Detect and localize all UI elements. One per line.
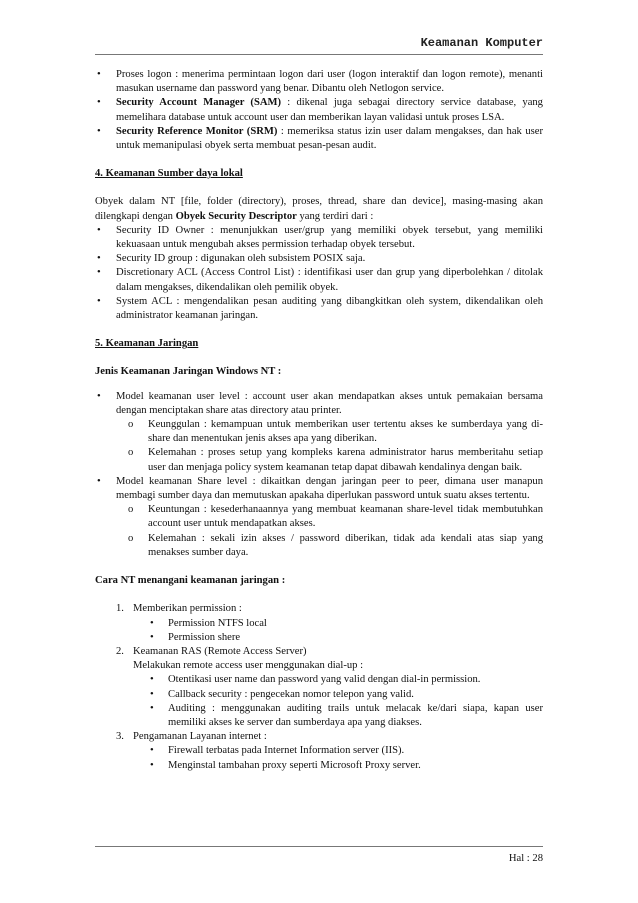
list-item: • Security Reference Monitor (SRM) : memeriksa status izin user dalam mengakses, dan hak user untuk memanipulasi obyek serta membuat pesan-pesan audit. <box>97 125 543 152</box>
page-content <box>95 68 543 773</box>
bullet-icon: • <box>97 125 101 137</box>
bullet-icon: • <box>97 295 101 307</box>
intro-bullet-list <box>95 68 543 153</box>
bullet-icon: • <box>150 631 154 643</box>
list-item: • Menginstal tambahan proxy seperti Microsoft Proxy server. <box>95 759 543 773</box>
bullet-icon: • <box>150 759 154 771</box>
page-number: Hal : 28 <box>508 853 543 864</box>
descriptor-bullet-list <box>95 224 543 323</box>
list-item: • Auditing : menggunakan auditing trails untuk melacak ke/dari siapa, kapan user memiliki akses ke server dan sumberdaya apa yang diakses. <box>150 702 543 728</box>
list-item: • Model keamanan user level : account user akan mendapatkan akses untuk pemakaian bersama dengan menciptakan share atas directory atau printer. <box>97 390 543 416</box>
sub-list-item: o Kelemahan : sekali izin akses / password diberikan, tidak ada kendali atas siap yang menakses sumber daya. <box>128 532 543 558</box>
list-item: • Permission NTFS local <box>95 617 543 631</box>
section-5-heading: 5. Keamanan Jaringan <box>95 338 199 350</box>
list-item: • Proses logon : menerima permintaan logon dari user (logon interaktif dan logon remote), menanti masukan username dan password yang benar. Dibantu oleh Netlogon service. <box>97 69 543 95</box>
bullet-icon: • <box>97 69 101 80</box>
list-item: • System ACL : mengendalikan pesan auditing yang dibangkitkan oleh system, dikendalikan oleh administrator keamanan jaringan. <box>97 295 543 322</box>
numbered-item: 2. Keamanan RAS (Remote Access Server) <box>116 645 307 657</box>
list-item: • Firewall terbatas pada Internet Information server (IIS). <box>95 744 543 758</box>
list-item: • Security ID group : digunakan oleh subsistem POSIX saja. <box>95 252 543 266</box>
bullet-icon: • <box>97 224 101 236</box>
list-item: • Security ID Owner : menunjukkan user/grup yang memiliki obyek tersebut, yang memiliki kekuasaan untuk mengubah akses permission terhadap obyek tersebut. <box>97 224 543 251</box>
bullet-icon: • <box>150 745 154 757</box>
list-item: • Discretionary ACL (Access Control List) : identifikasi user dan grup yang diperbolehkan / ditolak dalam mengakses, dikendalikan oleh pemilik obyek. <box>97 267 543 293</box>
bullet-icon: • <box>150 688 154 700</box>
circle-bullet-icon: o <box>128 532 134 544</box>
bullet-icon: • <box>97 253 101 265</box>
footer-rule <box>95 846 543 847</box>
bullet-icon: • <box>97 97 101 109</box>
cara-heading: Cara NT menangani keamanan jaringan : <box>95 575 286 587</box>
sub-list-item: o Keunggulan : kemampuan untuk memberikan user tertentu akses ke sumberdaya yang di-share dan menentukan jenis akses apa yang diberikan. <box>128 419 543 445</box>
list-item: • Callback security : pengecekan nomor telepon yang valid. <box>95 688 543 702</box>
list-item: • Security Account Manager (SAM) : dikenal juga sebagai directory service database, yang memelihara database untuk account user dan memberikan layan validasi untuk proses LSA. <box>97 97 543 123</box>
circle-bullet-icon: o <box>128 447 134 459</box>
bullet-icon: • <box>97 390 101 402</box>
numbered-item: 3. Pengamanan Layanan internet : <box>116 731 267 743</box>
numbered-item-note: Melakukan remote access user menggunakan dial-up : <box>133 660 364 672</box>
cara-numbered-list <box>95 602 543 772</box>
circle-bullet-icon: o <box>128 504 134 516</box>
list-item: • Model keamanan Share level : dikaitkan dengan jaringan peer to peer, dimana user manapun membagi sumber daya dan memutuskan apakaha diperlukan password untuk suatu akses tertentu. <box>97 475 543 502</box>
sub-list-item: o Kelemahan : proses setup yang kompleks karena administrator harus memberitahu setiap user dan menjaga policy system keamanan tetap dapat dibawah kendalinya dengan baik. <box>128 447 543 473</box>
bullet-icon: • <box>150 617 154 629</box>
bullet-icon: • <box>150 702 154 714</box>
section-5-subheading: Jenis Keamanan Jaringan Windows NT : <box>95 366 282 378</box>
list-item: • Permission shere <box>95 631 543 645</box>
sub-list-item: o Keuntungan : kesederhanaannya yang membuat keamanan share-level tidak membutuhkan account user untuk mendapatkan akses. <box>128 504 543 530</box>
bullet-icon: • <box>97 475 101 487</box>
bullet-icon: • <box>97 267 101 279</box>
section-4-intro: Obyek dalam NT [file, folder (directory), proses, thread, share dan device], masing-masing akan dilengkapi dengan Obyek Security Descriptor yang terdiri dari : <box>95 196 543 222</box>
circle-bullet-icon: o <box>128 419 134 431</box>
header-title: Keamanan Komputer <box>420 36 543 50</box>
section-4-heading: 4. Keamanan Sumber daya lokal <box>95 168 243 180</box>
security-model-list <box>95 390 543 560</box>
bullet-icon: • <box>150 674 154 686</box>
list-item: • Otentikasi user name dan password yang valid dengan dial-in permission. <box>95 673 543 687</box>
numbered-item: 1. Memberikan permission : <box>116 603 242 615</box>
header-rule <box>95 54 543 55</box>
